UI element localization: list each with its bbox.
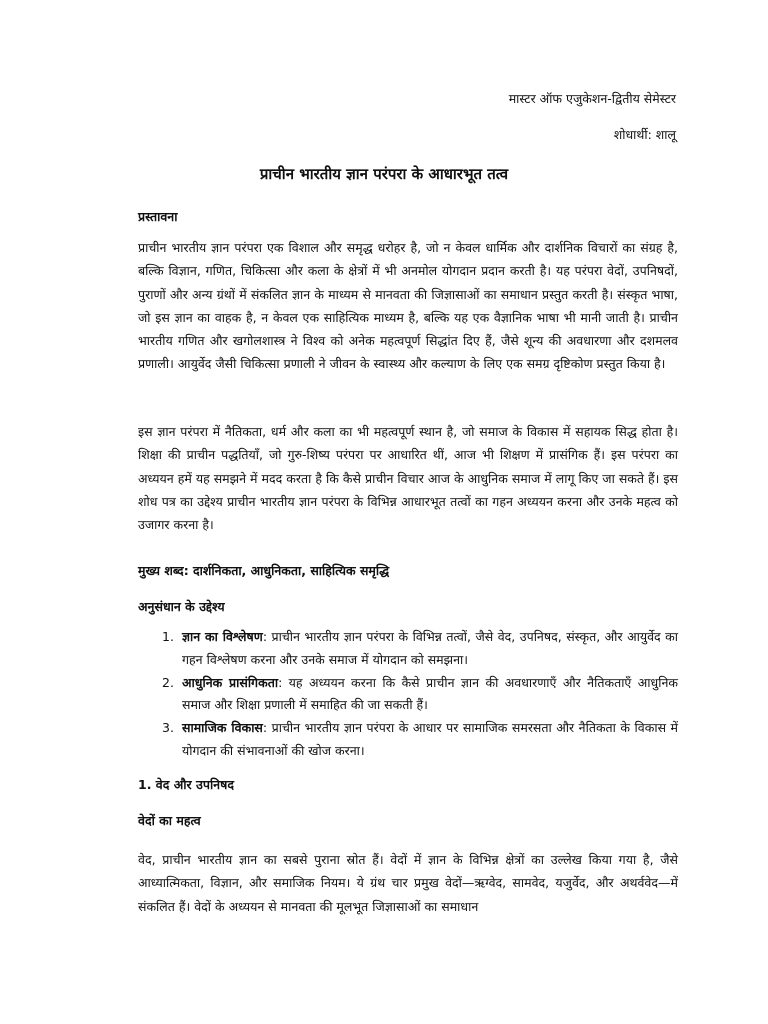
keywords-line: मुख्य शब्द: दार्शनिकता, आधुनिकता, साहित्यिक समृद्धि (138, 563, 390, 578)
objectives-heading: अनुसंधान के उद्देश्य (138, 599, 225, 614)
document-title: प्राचीन भारतीय ज्ञान परंपरा के आधारभूत तत्व (259, 165, 509, 183)
section-1-heading: 1. वेद और उपनिषद (138, 777, 234, 792)
objectives-list (138, 626, 678, 763)
objective-text: : यह अध्ययन करना कि कैसे प्राचीन ज्ञान की अवधारणाएँ और नैतिकताएँ आधुनिक समाज और शिक्षा प्रणाली में समाहित की जा सकती हैं। (182, 674, 678, 713)
objective-item (138, 626, 678, 672)
section-1-paragraph: वेद, प्राचीन भारतीय ज्ञान का सबसे पुराना स्रोत हैं। वेदों में ज्ञान के विभिन्न क्षेत्रों का उल्लेख किया गया है, जैसे आध्यात्मिकता, विज्ञान, और समाजिक नियम। ये ग्रंथ चार प्रमुख वेदों—ऋग्वेद, सामवेद, यजुर्वेद, और अथर्ववेद—में संकलित हैं। वेदों के अध्ययन से मानवता की मूलभूत जिज्ञासाओं का समाधान (138, 852, 678, 914)
objective-item (138, 717, 678, 763)
objective-term: आधुनिक प्रासंगिकता (182, 674, 279, 690)
objective-text: : प्राचीन भारतीय ज्ञान परंपरा के आधार पर सामाजिक समरसता और नैतिकता के विकास में योगदान की संभावनाओं की खोज करना। (182, 720, 679, 758)
introduction-paragraph-1: प्राचीन भारतीय ज्ञान परंपरा एक विशाल और समृद्ध धरोहर है, जो न केवल धार्मिक और दार्शनिक विचारों का संग्रह है, बल्कि विज्ञान, गणित, चिकित्सा और कला के क्षेत्रों में भी अनमोल योगदान प्रदान करती है। यह परंपरा वेदों, उपनिषदों, पुराणों और अन्य ग्रंथों में संकलित ज्ञान के माध्यम से मानवता की जिज्ञासाओं का समाधान प्रस्तुत करती है। संस्कृत भाषा, जो इस ज्ञान का वाहक है, न केवल एक साहित्यिक माध्यम है, बल्कि यह एक वैज्ञानिक भाषा भी मानी जाती है। प्राचीन भारतीय गणित और खगोलशास्त्र ने विश्व को अनेक महत्वपूर्ण सिद्धांत दिए हैं, जैसे शून्य की अवधारणा और दशमलव प्रणाली। आयुर्वेद जैसी चिकित्सा प्रणाली ने जीवन के स्वास्थ्य और कल्याण के लिए एक समग्र दृष्टिकोण प्रस्तुत किया है। (138, 240, 678, 372)
introduction-paragraph-2: इस ज्ञान परंपरा में नैतिकता, धर्म और कला का भी महत्वपूर्ण स्थान है, जो समाज के विकास में सहायक सिद्ध होता है। शिक्षा की प्राचीन पद्धतियाँ, जो गुरु-शिष्य परंपरा पर आधारित थीं, आज भी शिक्षण में प्रासंगिक हैं। इस परंपरा का अध्ययन हमें यह समझने में मदद करता है कि कैसे प्राचीन विचार आज के आधुनिक समाज में लागू किए जा सकते हैं। इस शोध पत्र का उद्देश्य प्राचीन भारतीय ज्ञान परंपरा के विभिन्न आधारभूत तत्वों का गहन अध्ययन करना और उनके महत्व को उजागर करना है। (138, 424, 678, 533)
objective-term: ज्ञान का विश्लेषण (182, 629, 263, 644)
objective-term: सामाजिक विकास (182, 720, 263, 736)
objective-number: 3. (162, 720, 174, 736)
objective-text: : प्राचीन भारतीय ज्ञान परंपरा के विभिन्न तत्वों, जैसे वेद, उपनिषद, संस्कृत, और आयुर्वेद का गहन विश्लेषण करना और उनके समाज में योगदान को समझना। (182, 629, 678, 667)
degree-line: मास्टर ऑफ एजुकेशन-द्वितीय सेमेस्टर (508, 91, 676, 106)
researcher-line: शोधार्थी: शालू (613, 127, 676, 142)
objective-item (138, 672, 678, 718)
objective-number: 1. (162, 629, 174, 644)
objective-number: 2. (162, 674, 174, 690)
introduction-heading: प्रस्तावना (138, 209, 178, 224)
section-1-subheading: वेदों का महत्व (138, 813, 201, 828)
